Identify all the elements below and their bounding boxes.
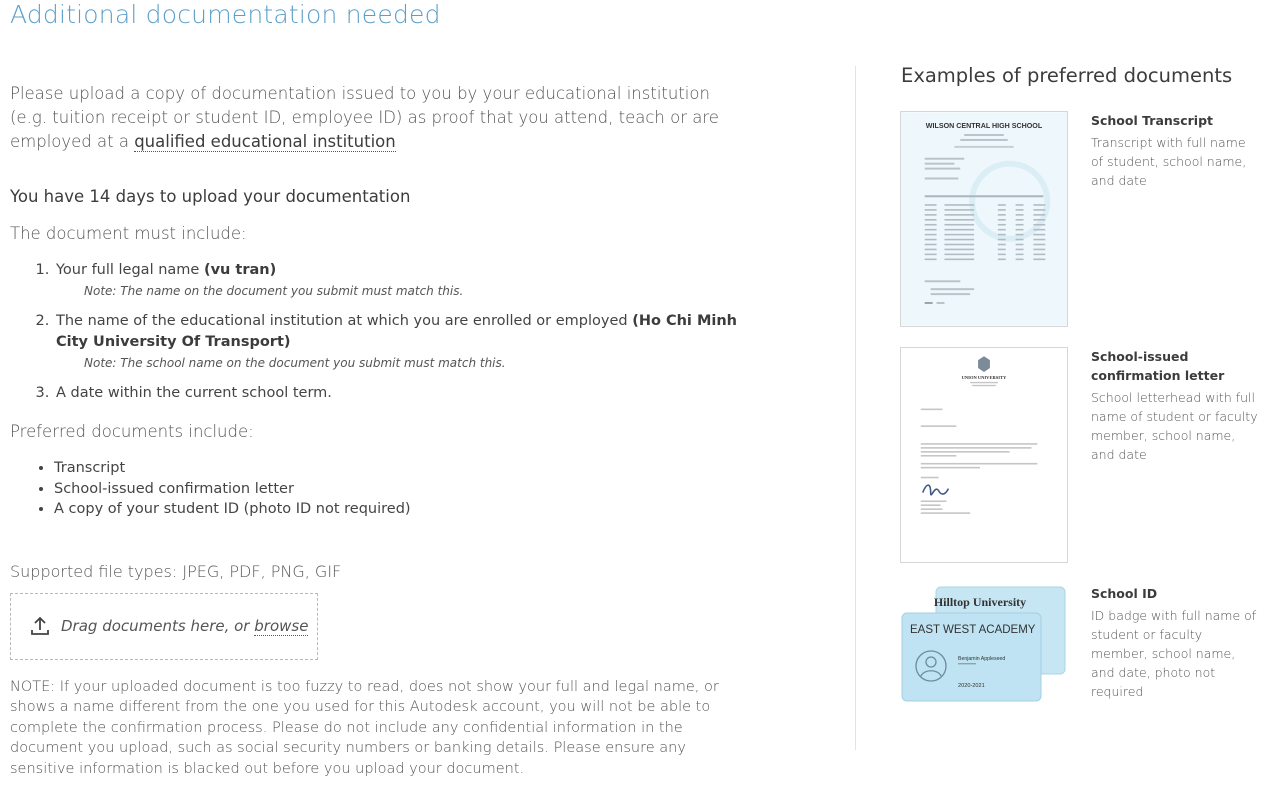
preferred-documents-list [54,458,750,520]
requirement-note: Note: The name on the document you submit must match this. [84,284,464,298]
page-title: Additional documentation needed [10,0,441,29]
transcript-info [1091,111,1261,190]
qualified-institution-link[interactable]: qualified educational institution [134,132,396,151]
requirement-value: (vu tran) [203,262,277,278]
main-content [10,82,750,779]
id-card-back-school: Hilltop University [933,595,1027,609]
school-id-thumbnail [900,584,1068,704]
list-item: • A copy of your student ID (photo ID not required) [54,499,750,520]
requirement-item [54,311,750,373]
example-name: School ID [1091,586,1158,601]
supported-file-types: Supported file types: JPEG, PDF, PNG, GIF [10,561,342,581]
intro-paragraph [10,82,750,154]
intro-text: Please upload a copy of documentation issued to you by your educational institution (e.g. tuition receipt or student ID, employee ID) as proof that you attend, teach or are employed at a [10,84,719,151]
requirement-text: A date within the current school term. [56,385,332,401]
id-card-front-school: EAST WEST ACADEMY [910,624,1036,636]
dropzone-text [61,617,308,635]
example-name: School Transcript [1091,113,1213,128]
letter-thumbnail [900,347,1068,563]
requirement-item [54,383,750,404]
letter-info [1091,347,1261,464]
requirement-text: Your full legal name [56,262,204,278]
requirement-note: Note: The school name on the document you submit must match this. [84,356,506,370]
requirements-list [54,260,750,404]
example-name: School-issued confirmation letter [1091,349,1225,383]
column-divider [855,66,856,750]
letter-heading: UNION UNIVERSITY [961,374,1007,380]
example-description: School letterhead with full name of student or faculty member, school name, and date [1091,390,1258,462]
requirement-item [54,260,750,301]
upload-deadline: You have 14 days to upload your documentation [10,187,411,206]
example-description: Transcript with full name of student, school name, and date [1091,135,1247,188]
example-description: ID badge with full name of student or faculty member, school name, and date, photo not required [1091,608,1257,699]
id-card-year: 2020-2021 [958,683,985,689]
transcript-thumbnail [900,111,1068,327]
preferred-documents-title: Preferred documents include: [10,422,254,441]
examples-title: Examples of preferred documents [901,64,1233,87]
transcript-heading: WILSON CENTRAL HIGH SCHOOL [925,122,1043,131]
browse-link[interactable]: browse [254,617,309,635]
must-include-title: The document must include: [10,224,247,243]
list-item: • Transcript [54,458,750,479]
id-card-person: Benjamin Appleseed [958,656,1006,662]
school-id-info [1091,584,1261,701]
requirement-value: (Ho Chi Minh City University Of Transport) [56,313,737,350]
drag-text: Drag documents here, or [61,617,255,635]
upload-dropzone[interactable] [10,593,318,660]
upload-note: NOTE: If your uploaded document is too fuzzy to read, does not show your full and legal name, or shows a name different from the one you used for this Autodesk account, you will not be able to complete the confirmation process. Please do not include any confidential information in the document you upload, such as social security numbers or banking details. Please ensure any sensitive information is blacked out before you upload your document. [10,678,719,777]
list-item: • School-issued confirmation letter [54,479,750,500]
requirement-text: The name of the educational institution at which you are enrolled or employed [56,313,633,329]
upload-icon [29,615,51,637]
